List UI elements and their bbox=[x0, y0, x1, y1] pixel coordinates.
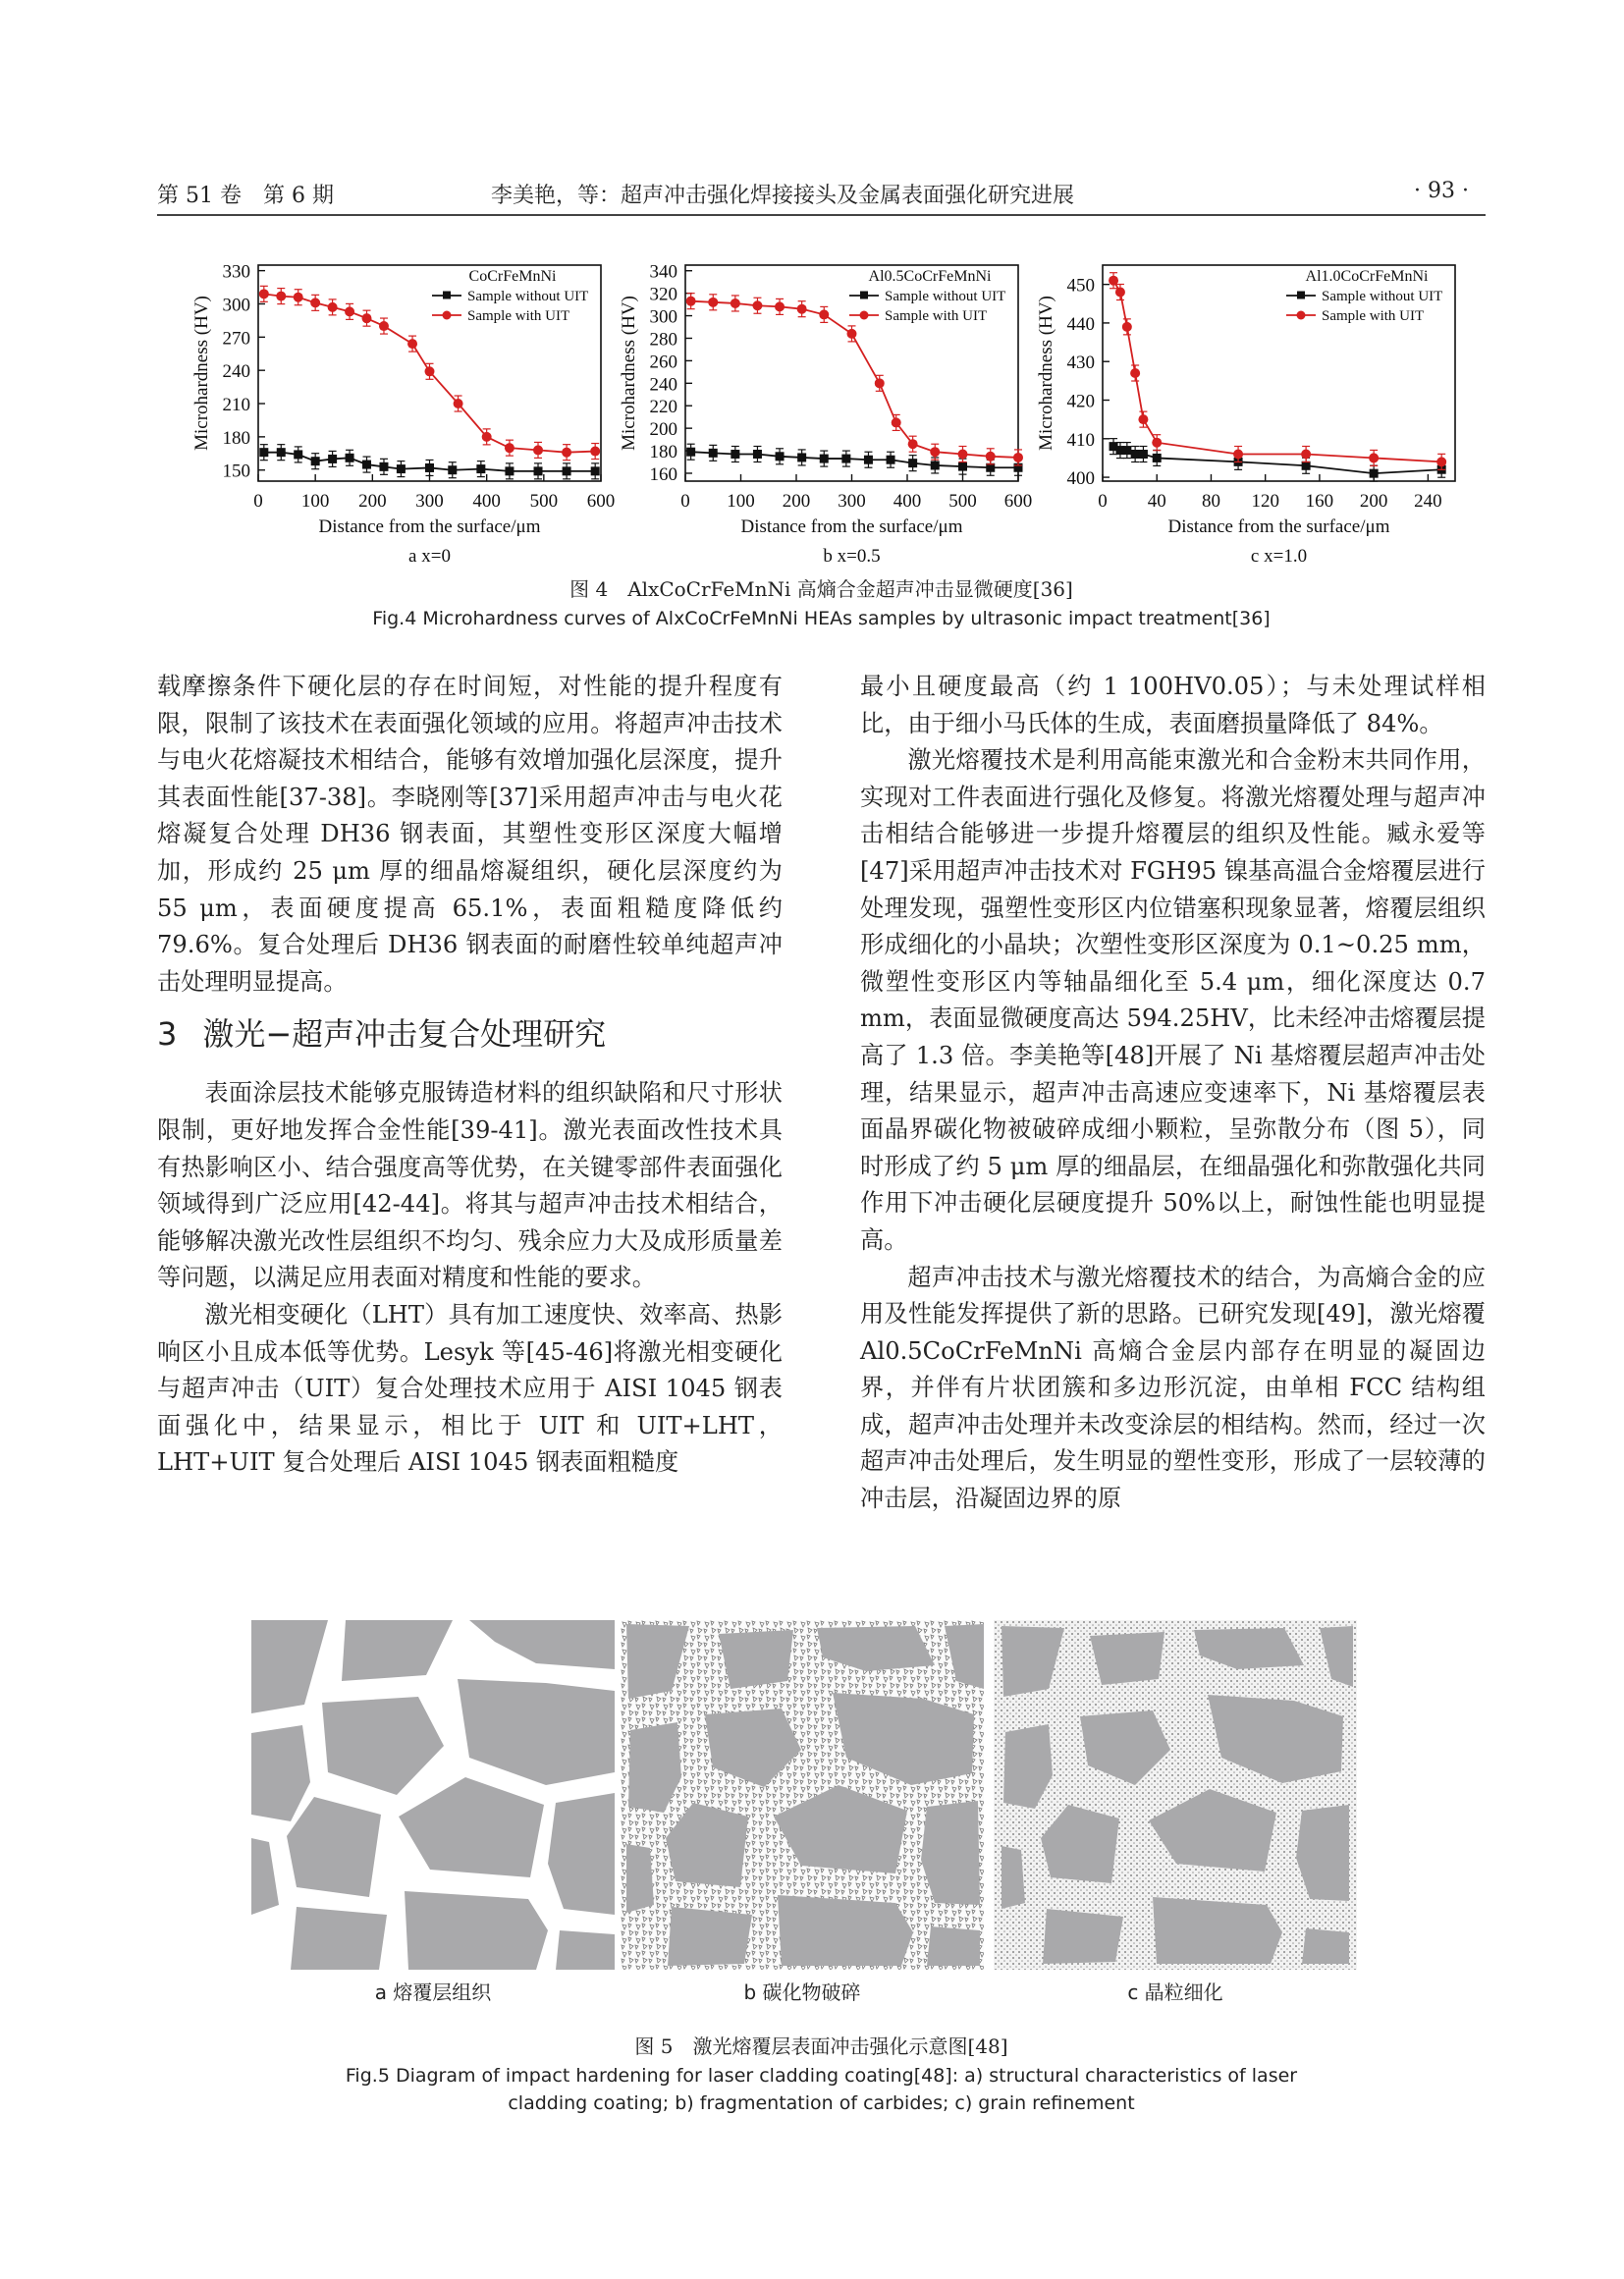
x-tick-label: 200 bbox=[1359, 491, 1388, 512]
data-point bbox=[752, 300, 762, 310]
x-tick-label: 160 bbox=[1305, 491, 1334, 512]
data-point bbox=[534, 466, 543, 475]
data-point bbox=[1013, 453, 1023, 462]
data-point bbox=[425, 463, 434, 472]
data-point bbox=[1122, 446, 1131, 455]
data-point bbox=[379, 462, 388, 471]
data-point bbox=[958, 462, 967, 471]
figure-5a-cladding-structure bbox=[251, 1620, 615, 1970]
figure-5c-grain-refinement bbox=[994, 1620, 1357, 1970]
y-tick-label: 220 bbox=[649, 397, 677, 418]
y-tick-label: 440 bbox=[1066, 313, 1095, 335]
x-tick-label: 100 bbox=[727, 491, 755, 512]
figure-4-caption-cn: 图 4 AlxCoCrFeMnNi 高熵合金超声冲击显微硬度[36] bbox=[569, 577, 1073, 601]
legend-label: Sample with UIT bbox=[1322, 308, 1425, 324]
data-point bbox=[797, 304, 807, 314]
data-point bbox=[892, 417, 901, 427]
y-tick-label: 180 bbox=[649, 442, 677, 463]
x-axis-label: Distance from the surface/μm bbox=[318, 516, 541, 537]
paragraph: 激光熔覆技术是利用高能束激光和合金粉末共同作用，实现对工件表面进行强化及修复。将激光熔覆处理与超声冲击相结合能够进一步提升熔覆层的组织及性能。臧永爱等[47]采用超声冲击技术对 FGH95 镍基高温合金熔覆层进行处理发现，强塑性变形区内位错塞积现象显著，熔覆层组织形成细化的小晶块；次塑性变形区深度为 0.1~0.25 mm，微塑性变形区内等轴晶细化至 5.4 μm，细化深度达 0.7 mm，表面显微硬度高达 594.25HV，比未经冲击熔覆层提高了 1.3 倍。李美艳等[48]开展了 Ni 基熔覆层超声冲击处理，结果显示，超声冲击高速应变速率下，Ni 基熔覆层表面晶界碳化物被破碎成细小颗粒，呈弥散分布（图 5），同时形成了约 5 μm 厚的细晶层，在细晶强化和弥散强化共同作用下冲击硬化层硬度提升 50%以上，耐蚀性能也明显提高。 bbox=[860, 746, 1486, 1254]
section-title: 激光−超声冲击复合处理研究 bbox=[202, 1015, 607, 1054]
legend-label: Sample with UIT bbox=[467, 308, 570, 324]
data-point bbox=[875, 378, 885, 388]
data-point bbox=[259, 448, 268, 457]
paragraph: 激光相变硬化（LHT）具有加工速度快、效率高、热影响区小且成本低等优势。Lesyk 等[45-46]将激光相变硬化与超声冲击（UIT）复合处理技术应用于 AISI 1045 钢表面强化中，结果显示，相比于 UIT 和 UIT+LHT，LHT+UIT 复合处理后 AISI 1045 钢表面粗糙度 bbox=[157, 1300, 783, 1477]
left-column bbox=[157, 669, 783, 1482]
data-point bbox=[1370, 469, 1379, 478]
y-tick-label: 400 bbox=[1066, 468, 1095, 490]
section-heading bbox=[157, 1006, 783, 1061]
legend-title: Al1.0CoCrFeMnNi bbox=[1305, 268, 1429, 285]
x-tick-label: 100 bbox=[300, 491, 330, 512]
y-tick-label: 210 bbox=[222, 395, 250, 416]
figure-5b-label: b 碳化物破碎 bbox=[743, 1981, 861, 2004]
x-tick-label: 0 bbox=[253, 491, 263, 512]
data-point bbox=[505, 466, 514, 475]
data-point bbox=[533, 445, 543, 455]
data-point bbox=[1138, 414, 1148, 424]
data-point bbox=[311, 457, 320, 465]
data-point bbox=[1153, 454, 1162, 462]
legend-marker bbox=[1297, 292, 1305, 299]
data-point bbox=[686, 297, 696, 306]
x-tick-label: 400 bbox=[893, 491, 922, 512]
data-point bbox=[505, 443, 514, 453]
data-point bbox=[731, 298, 740, 308]
y-tick-label: 240 bbox=[222, 361, 250, 383]
y-tick-label: 260 bbox=[649, 352, 677, 373]
x-tick-label: 300 bbox=[838, 491, 866, 512]
data-point bbox=[1436, 457, 1446, 466]
data-point bbox=[276, 292, 286, 301]
paragraph: 表面涂层技术能够克服铸造材料的组织缺陷和尺寸形状限制，更好地发挥合金性能[39-41]。激光表面改性技术具有热影响区小、结合强度高等优势，在关键零部件表面强化领域得到广泛应用[42-44]。将其与超声冲击技术相结合，能够解决激光改性层组织不均匀、残余应力大及成形质量差等问题，以满足应用表面对精度和性能的要求。 bbox=[157, 1079, 783, 1292]
y-tick-label: 330 bbox=[222, 261, 250, 283]
x-tick-label: 400 bbox=[472, 491, 501, 512]
y-tick-label: 150 bbox=[222, 461, 250, 482]
data-point bbox=[958, 450, 968, 460]
y-tick-label: 300 bbox=[222, 295, 250, 316]
x-tick-label: 40 bbox=[1147, 491, 1166, 512]
x-tick-label: 0 bbox=[680, 491, 690, 512]
data-point bbox=[328, 302, 338, 312]
x-tick-label: 600 bbox=[1003, 491, 1033, 512]
data-point bbox=[362, 313, 372, 323]
legend-label: Sample without UIT bbox=[1322, 289, 1443, 304]
legend-label: Sample with UIT bbox=[885, 308, 988, 324]
data-point bbox=[448, 465, 457, 474]
x-tick-label: 80 bbox=[1201, 491, 1220, 512]
data-point bbox=[930, 447, 940, 457]
data-point bbox=[819, 309, 829, 319]
x-tick-label: 300 bbox=[415, 491, 444, 512]
figure-4-caption-en: Fig.4 Microhardness curves of AlxCoCrFeMnNi HEAs samples by ultrasonic impact treatment[36] bbox=[372, 608, 1271, 629]
legend-marker bbox=[443, 292, 451, 299]
data-point bbox=[294, 450, 302, 459]
data-point bbox=[1301, 450, 1311, 460]
legend-title: Al0.5CoCrFeMnNi bbox=[868, 268, 992, 285]
data-point bbox=[425, 366, 435, 376]
y-tick-label: 280 bbox=[649, 329, 677, 351]
panel-label: c x=1.0 bbox=[1250, 546, 1308, 567]
figure-5-caption-cn: 图 5 激光熔覆层表面冲击强化示意图[48] bbox=[634, 2035, 1008, 2058]
legend-title: CoCrFeMnNi bbox=[468, 268, 557, 285]
data-point bbox=[1131, 450, 1140, 459]
data-point bbox=[294, 293, 303, 302]
y-tick-label: 450 bbox=[1066, 275, 1095, 297]
data-point bbox=[709, 449, 718, 458]
data-point bbox=[562, 448, 571, 458]
y-tick-label: 430 bbox=[1066, 353, 1095, 374]
data-point bbox=[277, 448, 286, 457]
figure-4-charts bbox=[0, 0, 1624, 589]
x-tick-label: 500 bbox=[948, 491, 977, 512]
y-tick-label: 180 bbox=[222, 427, 250, 449]
y-axis-label: Microhardness (HV) bbox=[1036, 296, 1056, 451]
data-point bbox=[563, 466, 571, 475]
journal-volume-issue: 第 51 卷 第 6 期 bbox=[157, 184, 334, 208]
data-point bbox=[753, 450, 762, 459]
data-point bbox=[1115, 288, 1125, 298]
data-point bbox=[887, 456, 895, 464]
data-point bbox=[482, 432, 492, 442]
data-point bbox=[590, 447, 600, 457]
paragraph: 载摩擦条件下硬化层的存在时间短，对性能的提升程度有限，限制了该技术在表面强化领域的应用。将超声冲击技术与电火花熔凝技术相结合，能够有效增加强化层深度，提升其表面性能[37-38]。李晓刚等[37]采用超声冲击与电火花熔凝复合处理 DH36 钢表面，其塑性变形区深度大幅增加，形成约 25 μm 厚的细晶熔凝组织，硬化层深度约为 55 μm，表面硬度提高 65.1%，表面粗糙度降低约 79.6%。复合处理后 DH36 钢表面的耐磨性较单纯超声冲击处理明显提高。 bbox=[157, 673, 783, 996]
data-point bbox=[731, 450, 739, 459]
legend-marker bbox=[860, 311, 869, 320]
data-point bbox=[1302, 461, 1311, 470]
data-point bbox=[841, 455, 850, 463]
x-tick-label: 240 bbox=[1414, 491, 1442, 512]
data-point bbox=[407, 339, 417, 349]
data-point bbox=[908, 439, 918, 449]
data-point bbox=[908, 459, 917, 467]
y-tick-label: 200 bbox=[649, 419, 677, 441]
section-number: 3 bbox=[157, 1015, 178, 1054]
legend-marker bbox=[443, 311, 452, 320]
panel-label: b x=0.5 bbox=[823, 546, 881, 567]
y-axis-label: Microhardness (HV) bbox=[191, 296, 212, 451]
series-line bbox=[691, 301, 1018, 458]
legend-label: Sample without UIT bbox=[885, 289, 1006, 304]
y-tick-label: 410 bbox=[1066, 429, 1095, 451]
data-point bbox=[259, 289, 269, 298]
figure-5-caption-en-line1: Fig.5 Diagram of impact hardening for laser cladding coating[48]: a) structural characteristics of laser bbox=[345, 2065, 1298, 2087]
y-tick-label: 160 bbox=[649, 463, 677, 485]
x-tick-label: 600 bbox=[586, 491, 616, 512]
data-point bbox=[1152, 438, 1162, 448]
y-tick-label: 300 bbox=[649, 306, 677, 328]
x-tick-label: 500 bbox=[529, 491, 559, 512]
data-point bbox=[346, 454, 354, 462]
data-point bbox=[775, 301, 785, 311]
running-title: 李美艳，等：超声冲击强化焊接接头及金属表面强化研究进展 bbox=[491, 184, 1075, 208]
x-tick-label: 120 bbox=[1251, 491, 1279, 512]
x-axis-label: Distance from the surface/μm bbox=[740, 516, 963, 537]
y-axis-label: Microhardness (HV) bbox=[619, 296, 639, 451]
data-point bbox=[797, 453, 806, 461]
paragraph: 超声冲击技术与激光熔覆技术的结合，为高熵合金的应用及性能发挥提供了新的思路。已研究发现[49]，激光熔覆 Al0.5CoCrFeMnNi 高熵合金层内部存在明显的凝固边界，并伴有片状团簇和多边形沉淀，由单相 FCC 结构组成，超声冲击处理并未改变涂层的相结构。然而，经过一次超声冲击处理后，发生明显的塑性变形，形成了一层较薄的冲击层，沿凝固边界的原 bbox=[860, 1263, 1486, 1513]
data-point bbox=[776, 452, 785, 461]
data-point bbox=[1369, 453, 1379, 462]
data-point bbox=[1122, 322, 1132, 332]
data-point bbox=[864, 456, 873, 464]
data-point bbox=[686, 448, 695, 457]
data-point bbox=[310, 298, 320, 307]
data-point bbox=[476, 464, 485, 473]
data-point bbox=[847, 329, 857, 339]
legend-marker bbox=[1297, 311, 1306, 320]
data-point bbox=[1139, 450, 1148, 459]
data-point bbox=[591, 466, 600, 475]
y-tick-label: 240 bbox=[649, 374, 677, 396]
y-tick-label: 270 bbox=[222, 328, 250, 350]
page-number: · 93 · bbox=[1414, 179, 1469, 203]
data-point bbox=[931, 461, 940, 469]
panel-label: a x=0 bbox=[408, 546, 451, 567]
figure-5c-label: c 晶粒细化 bbox=[1127, 1981, 1223, 2004]
data-point bbox=[345, 306, 354, 316]
right-column bbox=[860, 669, 1486, 1518]
data-point bbox=[328, 455, 337, 463]
y-tick-label: 320 bbox=[649, 284, 677, 305]
data-point bbox=[1130, 368, 1140, 378]
data-point bbox=[454, 399, 463, 408]
x-axis-label: Distance from the surface/μm bbox=[1167, 516, 1390, 537]
paragraph: 最小且硬度最高（约 1 100HV0.05）；与未处理试样相比，由于细小马氏体的生成，表面磨损量降低了 84%。 bbox=[860, 673, 1486, 737]
data-point bbox=[379, 321, 389, 331]
x-tick-label: 200 bbox=[358, 491, 387, 512]
figure-5-caption-en-line2: cladding coating; b) fragmentation of carbides; c) grain refinement bbox=[508, 2092, 1135, 2114]
data-point bbox=[820, 455, 829, 463]
y-tick-label: 420 bbox=[1066, 391, 1095, 412]
data-point bbox=[362, 461, 371, 469]
data-point bbox=[986, 452, 996, 461]
data-point bbox=[1233, 450, 1243, 460]
data-point bbox=[397, 464, 406, 473]
legend-label: Sample without UIT bbox=[467, 289, 589, 304]
figure-5a-label: a 熔覆层组织 bbox=[374, 1981, 492, 2004]
x-tick-label: 200 bbox=[782, 491, 811, 512]
data-point bbox=[708, 298, 718, 307]
figure-5b-carbide-fragmentation bbox=[621, 1620, 984, 1970]
x-tick-label: 0 bbox=[1098, 491, 1108, 512]
legend-marker bbox=[860, 292, 868, 299]
y-tick-label: 340 bbox=[649, 261, 677, 283]
